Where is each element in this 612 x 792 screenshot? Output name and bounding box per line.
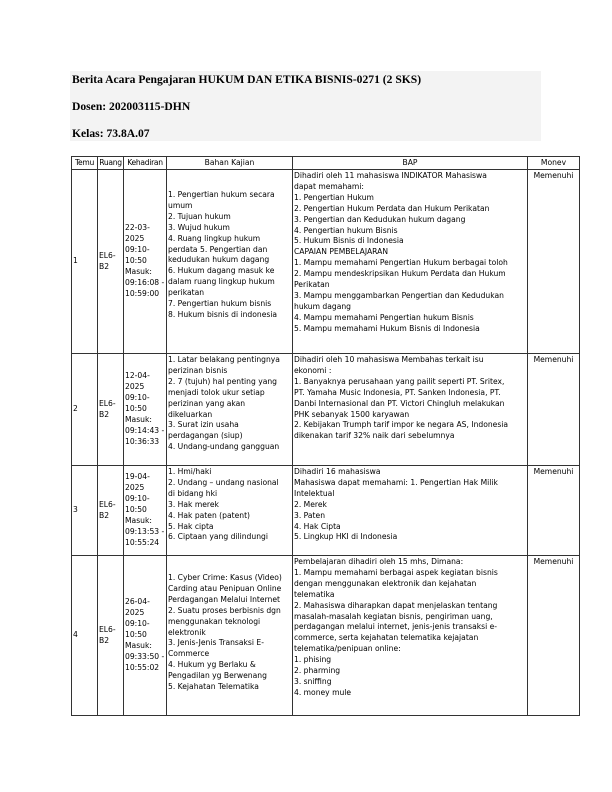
kehadiran-line: 09:10- — [125, 494, 150, 504]
bahan-line: Pengadilan yg Berwenang — [168, 671, 267, 681]
kehadiran-line: Masuk: — [125, 515, 152, 525]
bap-line: hukum dagang — [294, 301, 351, 311]
bahan-line: dalam ruang lingkup hukum — [168, 277, 275, 287]
cell-bap — [293, 354, 528, 466]
bap-line: 4. Hak Cipta — [294, 521, 341, 531]
bahan-line: 7. Pengertian hukum bisnis — [168, 299, 272, 309]
bap-line: 4. money mule — [294, 687, 352, 697]
bahan-line: 2. Tujuan hukum — [168, 211, 231, 221]
cell-bahan-kajian — [167, 354, 293, 466]
kehadiran-line: 09:13:53 - — [125, 526, 165, 536]
bap-line: Dihadiri 16 mahasiswa — [294, 467, 381, 476]
kehadiran-line: 10:50 — [125, 505, 147, 515]
kehadiran-line: 10:50 — [125, 630, 147, 640]
table-row — [72, 556, 580, 716]
bap-line: 2. pharming — [294, 666, 341, 676]
bap-line: 5. Hukum Bisnis di Indonesia — [294, 236, 404, 246]
bap-line: dengan menggunakan elektronik dan kejahatan — [294, 578, 477, 588]
bap-line: PHK sebanyak 1500 karyawan — [294, 409, 410, 419]
bahan-line: elektronik — [168, 627, 206, 637]
bap-line: 2. Pengertian Hukum Perdata dan Hukum Perikatan — [294, 203, 490, 213]
bap-line: Pembelajaran dihadiri oleh 15 mhs, Dimana: — [294, 557, 464, 566]
bap-line: ekonomi : — [294, 365, 332, 375]
kehadiran-line: 19-04- — [125, 472, 150, 482]
bap-line: perdagangan melalui internet, jenis-jenis transaksi e- — [294, 622, 498, 632]
kehadiran-line: 2025 — [125, 608, 145, 618]
col-header-bahan-kajian: Bahan Kajian — [167, 157, 293, 170]
kehadiran-line: Masuk: — [125, 640, 152, 650]
bap-line: Dihadiri oleh 11 mahasiswa INDIKATOR Mahasiswa — [294, 171, 487, 180]
cell-bahan-kajian — [167, 556, 293, 716]
bahan-line: 5. Hak cipta — [168, 521, 214, 531]
cell-monev: Memenuhi — [528, 354, 580, 466]
bahan-line: 1. Latar belakang pentingnya — [168, 355, 280, 364]
cell-ruang — [98, 466, 124, 556]
bap-line: 2. Merek — [294, 499, 327, 509]
bahan-line: 8. Hukum bisnis di indonesia — [168, 309, 278, 319]
cell-kehadiran — [124, 354, 167, 466]
ruang-line: B2 — [99, 409, 110, 419]
ruang-line: B2 — [99, 635, 110, 645]
cell-ruang — [98, 170, 124, 354]
kehadiran-line: 22-03- — [125, 223, 150, 233]
bahan-line: 3. Jenis-Jenis Transaksi E- — [168, 638, 264, 648]
kehadiran-line: Masuk: — [125, 266, 152, 276]
bahan-line: 1. Cyber Crime: Kasus (Video) — [168, 573, 282, 582]
lecturer-line: Dosen: 202003115-DHN — [72, 100, 191, 113]
bap-line: 2. Mahasiswa diharapkan dapat menjelaskan tentang — [294, 600, 498, 610]
col-header-temu: Temu — [72, 157, 98, 170]
kehadiran-line: 2025 — [125, 483, 145, 493]
bap-line: 5. Mampu memahami Hukum Bisnis di Indonesia — [294, 323, 480, 333]
bap-line: 2. Mampu mendeskripsikan Hukum Perdata dan Hukum — [294, 269, 506, 279]
bap-line: CAPAIAN PEMBELAJARAN — [294, 247, 388, 257]
cell-kehadiran — [124, 556, 167, 716]
ruang-line: EL6- — [99, 250, 116, 260]
cell-bahan-kajian — [167, 170, 293, 354]
bahan-line: 1. Pengertian hukum secara — [168, 190, 275, 199]
class-line: Kelas: 73.8A.07 — [72, 127, 150, 140]
bap-line: dikenakan tarif 32% naik dari sebelumnya — [294, 431, 455, 441]
cell-temu: 4 — [72, 556, 98, 716]
bap-line: Dihadiri oleh 10 mahasiswa Membahas terkait isu — [294, 355, 484, 364]
cell-bap — [293, 466, 528, 556]
bahan-line: Perdagangan Melalui Internet — [168, 594, 281, 604]
cell-kehadiran — [124, 170, 167, 354]
bap-line: 3. sniffing — [294, 676, 332, 686]
bap-line: 1. Mampu memahami Pengertian Hukum berbagai toloh — [294, 258, 508, 268]
cell-bahan-kajian — [167, 466, 293, 556]
bahan-line: 4. Hukum yg Berlaku & — [168, 660, 256, 670]
bahan-line: 1. Hmi/haki — [168, 467, 212, 476]
bap-line: dapat memahami: — [294, 181, 364, 191]
kehadiran-line: 10:55:24 — [125, 537, 160, 547]
cell-ruang — [98, 354, 124, 466]
cell-bap — [293, 556, 528, 716]
bahan-line: dikeluarkan — [168, 409, 213, 419]
kehadiran-line: 09:33:50 - — [125, 651, 165, 661]
teaching-record-table — [71, 156, 580, 716]
bahan-line: 6. Ciptaan yang dilindungi — [168, 532, 268, 542]
kehadiran-line: 09:10- — [125, 619, 150, 629]
bap-line: 3. Mampu menggambarkan Pengertian dan Kedudukan — [294, 290, 504, 300]
ruang-line: EL6- — [99, 499, 116, 509]
bahan-line: Commerce — [168, 649, 210, 659]
kehadiran-line: 2025 — [125, 234, 145, 244]
bap-line: telematika — [294, 589, 335, 599]
bahan-line: 4. Ruang lingkup hukum — [168, 233, 261, 243]
bahan-line: Carding atau Penipuan Online — [168, 583, 282, 593]
kehadiran-line: 10:59:00 — [125, 288, 160, 298]
ruang-line: EL6- — [99, 624, 116, 634]
cell-monev: Memenuhi — [528, 466, 580, 556]
kehadiran-line: 12-04- — [125, 371, 150, 381]
bap-line: 1. Mampu memahami berbagai aspek kegiatan bisnis — [294, 567, 498, 577]
bahan-line: 4. Undang-undang gangguan — [168, 442, 280, 452]
col-header-kehadiran: Kehadiran — [124, 157, 167, 170]
cell-temu: 2 — [72, 354, 98, 466]
kehadiran-line: 10:50 — [125, 404, 147, 414]
cell-kehadiran — [124, 466, 167, 556]
kehadiran-line: Masuk: — [125, 414, 152, 424]
bap-line: telematika/penipuan online: — [294, 644, 401, 654]
bahan-line: perizinan yang akan — [168, 398, 246, 408]
bap-line: 3. Paten — [294, 510, 326, 520]
bap-line: 5. Lingkup HKI di Indonesia — [294, 532, 398, 542]
cell-temu: 3 — [72, 466, 98, 556]
bahan-line: perdagangan (siup) — [168, 431, 243, 441]
kehadiran-line: 09:16:08 - — [125, 277, 165, 287]
cell-ruang — [98, 556, 124, 716]
cell-bap — [293, 170, 528, 354]
bap-line: 1. phising — [294, 655, 332, 665]
ruang-line: EL6- — [99, 398, 116, 408]
bap-line: PT. Yamaha Music Indonesia, PT. Sanken Indonesia, PT. — [294, 387, 501, 397]
kehadiran-line: 09:10- — [125, 245, 150, 255]
bahan-line: perdata 5. Pengertian dan — [168, 244, 268, 254]
kehadiran-line: 10:36:33 — [125, 436, 160, 446]
bahan-line: perizinan bisnis — [168, 365, 228, 375]
bahan-line: 6. Hukum dagang masuk ke — [168, 266, 275, 276]
bahan-line: menggunakan teknologi — [168, 616, 261, 626]
bahan-line: 2. Suatu proses berbisnis dgn — [168, 605, 281, 615]
kehadiran-line: 09:14:43 - — [125, 425, 165, 435]
bahan-line: 2. Undang – undang nasional — [168, 477, 279, 487]
bahan-line: 5. Kejahatan Telematika — [168, 682, 259, 692]
ruang-line: B2 — [99, 261, 110, 271]
bap-line: 1. Pengertian Hukum — [294, 192, 374, 202]
bahan-line: kedudukan hukum dagang — [168, 255, 270, 265]
col-header-monev: Monev — [528, 157, 580, 170]
table-row — [72, 466, 580, 556]
bap-line: Intelektual — [294, 488, 335, 498]
kehadiran-line: 10:50 — [125, 256, 147, 266]
bahan-line: 3. Surat izin usaha — [168, 420, 239, 430]
kehadiran-line: 09:10- — [125, 393, 150, 403]
bap-line: 1. Banyaknya perusahaan yang pailit seperti PT. Sritex, — [294, 376, 505, 386]
bahan-line: 4. Hak paten (patent) — [168, 510, 251, 520]
page-title: Berita Acara Pengajaran HUKUM DAN ETIKA BISNIS-0271 (2 SKS) — [72, 73, 422, 86]
kehadiran-line: 10:55:02 — [125, 662, 160, 672]
bap-line: Perikatan — [294, 280, 330, 290]
table-header-row — [72, 157, 580, 170]
bap-line: Mahasiswa dapat memahami: 1. Pengertian Hak Milik — [294, 477, 498, 487]
bap-line: 2. Kebijakan Trumph tarif impor ke negara AS, Indonesia — [294, 420, 509, 430]
bahan-line: 3. Wujud hukum — [168, 222, 230, 232]
cell-temu: 1 — [72, 170, 98, 354]
bap-line: commerce, serta kejahatan telematika kejajatan — [294, 633, 479, 643]
kehadiran-line: 26-04- — [125, 597, 150, 607]
bahan-line: 2. 7 (tujuh) hal penting yang — [168, 376, 277, 386]
bahan-line: perikatan — [168, 288, 205, 298]
bahan-line: 3. Hak merek — [168, 499, 219, 509]
bap-line: Danbi Internasional dan PT. Victori Chingluh melakukan — [294, 398, 505, 408]
table-row — [72, 170, 580, 354]
bap-line: masalah-masalah kegiatan bisnis, pengiriman uang, — [294, 611, 493, 621]
document-header — [70, 71, 541, 141]
bahan-line: umum — [168, 200, 193, 210]
col-header-ruang: Ruang — [98, 157, 124, 170]
bahan-line: menjadi tolok ukur setiap — [168, 387, 265, 397]
bap-line: 3. Pengertian dan Kedudukan hukum dagang — [294, 214, 466, 224]
bap-line: 4. Pengertian hukum Bisnis — [294, 225, 398, 235]
col-header-bap: BAP — [293, 157, 528, 170]
bap-line: 4. Mampu memahami Pengertian hukum Bisnis — [294, 312, 474, 322]
ruang-line: B2 — [99, 510, 110, 520]
table-row — [72, 354, 580, 466]
cell-monev: Memenuhi — [528, 556, 580, 716]
kehadiran-line: 2025 — [125, 382, 145, 392]
bahan-line: di bidang hki — [168, 488, 218, 498]
cell-monev: Memenuhi — [528, 170, 580, 354]
